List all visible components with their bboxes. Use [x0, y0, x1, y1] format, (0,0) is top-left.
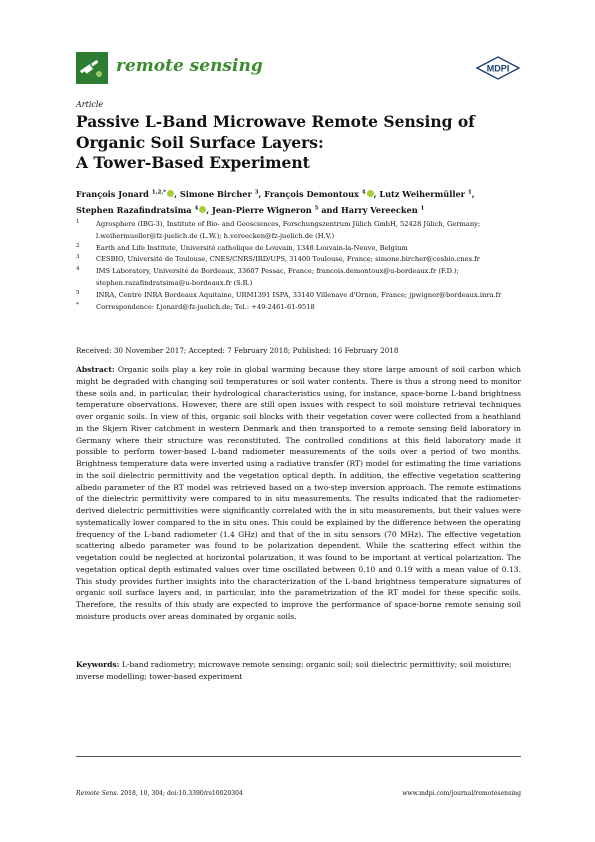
mdpi-logo-icon [475, 56, 521, 80]
title-line: Passive L-Band Microwave Remote Sensing of [76, 112, 475, 131]
author: Stephen Razafindratsima $^4$ , [76, 205, 212, 215]
keywords [76, 659, 521, 683]
publication-dates: Received: 30 November 2017; Accepted: 7 February 2018; Published: 16 February 2018 [76, 346, 399, 355]
author: Simone Bircher $^3$, [179, 189, 265, 199]
keywords-text: L-band radiometry; microwave remote sensing; organic soil; soil dielectric permittivity; soil moisture; inverse modelling; tower-based experiment [76, 660, 512, 681]
footer-divider [76, 756, 521, 757]
title-line: Organic Soil Surface Layers: [76, 132, 324, 152]
correspondence: * Correspondence: f.jonard@fz-juelich.de; Tel.: +49-2461-61-9518 [76, 301, 315, 311]
affiliation: 2 Earth and Life Institute, Université catholique de Louvain, 1348 Louvain-la-Neuve, Belgium [76, 242, 408, 252]
abstract-label: Abstract: [76, 365, 115, 374]
affiliation: 4 IMS Laboratory, Université de Bordeaux, 33607 Pessac, France; francois.demontoux@u-bordeaux.fr (F.D.); stephen.razafindratsima@u-bordeaux.fr (S.R.) [76, 266, 459, 287]
author: Jean-Pierre Wigneron $^5$ and [211, 205, 342, 215]
article-type: Article [76, 100, 104, 109]
affiliation: 1 Agrosphere (IBG-3), Institute of Bio- and Geosciences, Forschungszentrum Jülich GmbH, 52428 Jülich, Germany; l.weihermueller@fz-juelich.de (L.W.); h.vereecken@fz-juelich.de (H.V.) [76, 219, 481, 240]
journal-header [76, 52, 521, 84]
keywords-label: Keywords: [76, 660, 120, 669]
svg-text:MDPI: MDPI [486, 63, 510, 74]
affiliation-list [76, 219, 521, 313]
author: François Jonard $^{1,2,*}$ , [76, 189, 180, 199]
footer-journal-url[interactable]: www.mdpi.com/journal/remotesensing [402, 790, 521, 797]
paper-title [76, 112, 521, 174]
author-list [76, 186, 521, 218]
abstract [76, 364, 521, 623]
author: François Demontoux $^4$ , [264, 189, 380, 199]
author: Lutz Weihermüller $^1$, [379, 189, 475, 199]
orcid-icon[interactable] [367, 190, 374, 197]
abstract-text: Organic soils play a key role in global warming because they store large amount of soil carbon which might be degraded with changing soil temperatures or soil water contents. There is thus a strong need to monitor these soils and, in particular, their hydrological characteristics using, for instance, space-borne L-band brightness temperature observations. However, there are still open issues with respect to soil moisture retrieval techniques over organic soils. In view of this, organic soil blocks with their vegetation cover were collected from a heathland in the Skjern River catchment in western Denmark and then transported to a remote sensing field laboratory in Germany where their structure was reconstituted. The controlled conditions at this field laboratory made it possible to perform tower-based L-band radiometer measurements of the soils over a period of two months. Brightness temperature data were inverted using a radiative transfer (RT) model for estimating the time variations in the soil dielectric permittivity and the vegetation optical depth. In addition, the effective vegetation scattering albedo parameter of the RT model was retrieved based on a two-step inversion approach. The remote estimations of the dielectric permittivity were compared to in situ measurements. The results indicated that the radiometer-derived dielectric permittivities were significantly correlated with the in situ measurements, but their values were systematically lower compared to the in situ ones. This could be explained by the difference between the operating frequency of the L-band radiometer (1.4 GHz) and that of the in situ sensors (70 MHz). The effective vegetation scattering albedo parameter was found to be polarization dependent. While the scattering effect within the vegetation could be neglected at horizontal polarization, it was found to be important at vertical polarization. The vegetation optical depth estimated values over time oscillated between 0.10 and 0.19 with a mean value of 0.13. This study provides further insights into the characterization of the L-band brightness temperature signatures of organic soil surface layers and, in particular, into the parametrization of the RT model for these specific soils. Therefore, the results of this study are expected to improve the performance of space-borne remote sensing soil moisture products over areas dominated by organic soils. [76, 365, 521, 621]
author: Harry Vereecken $^1$ [341, 205, 425, 215]
journal-name: remote sensing [116, 56, 263, 76]
title-line: A Tower-Based Experiment [76, 153, 310, 172]
affiliation: 5 INRA, Centre INRA Bordeaux Aquitaine, URM1391 ISPA, 33140 Villenave d'Ornon, France; jpwigner@bordeaux.inra.fr [76, 289, 502, 299]
affiliation: 3 CESBIO, Université de Toulouse, CNES/CNRS/IRD/UPS, 31400 Toulouse, France; simone.bircher@cesbio.cnes.fr [76, 254, 480, 264]
journal-logo-icon [76, 52, 108, 84]
footer-citation: Remote Sens. 2018, 10, 304; doi:10.3390/rs10020304 [76, 790, 243, 797]
